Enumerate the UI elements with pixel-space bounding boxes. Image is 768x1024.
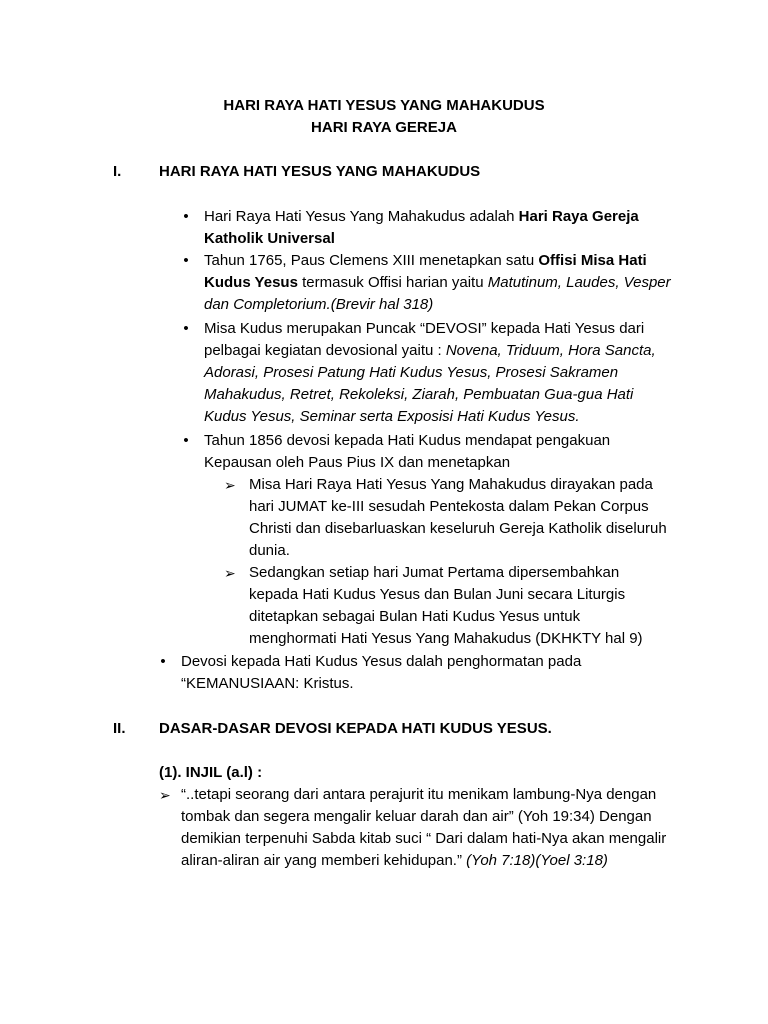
bullet-item-3: Misa Kudus merupakan Puncak “DEVOSI” kepada Hati Yesus dari pelbagai kegiatan devosional yaitu : Novena, Triduum, Hora Sancta, Adorasi, Prosesi Patung Hati Kudus Yesus, Prosesi Sakramen Mahakudus, Retret, Rekoleksi, Ziarah, Pembuatan Gua-gua Hati Kudus Yesus, Seminar serta Exposisi Hati Kudus Yesus. — [204, 320, 656, 425]
bullet-dot-icon: • — [183, 320, 189, 337]
sub-item-2: Sedangkan setiap hari Jumat Pertama dipersembahkan kepada Hati Kudus Yesus dan Bulan Juni secara Liturgis ditetapkan sebagai Bulan Hati Kudus Yesus untuk menghormati Hati Yesus Yang Mahakudus (DKHKTY hal 9) — [249, 564, 643, 647]
doc-title: HARI RAYA HATI YESUS YANG MAHAKUDUS — [223, 97, 545, 114]
section-1-title: HARI RAYA HATI YESUS YANG MAHAKUDUS — [159, 163, 481, 180]
sub-item-1: Misa Hari Raya Hati Yesus Yang Mahakudus dirayakan pada hari JUMAT ke-III sesudah Pentekosta dalam Pekan Corpus Christi dan disebarluaskan keseluruh Gereja Katholik diseluruh dunia. — [249, 476, 667, 559]
arrow-right-icon: ➢ — [224, 477, 236, 493]
arrow-right-icon: ➢ — [224, 565, 236, 581]
bullet-dot-icon: • — [183, 432, 189, 449]
subheading-injil: (1). INJIL (a.l) : — [159, 764, 263, 781]
section-2-number: II. — [113, 720, 126, 737]
arrow-right-icon: ➢ — [159, 787, 171, 803]
bullet-item-2: Tahun 1765, Paus Clemens XIII menetapkan satu Offisi Misa Hati Kudus Yesus termasuk Offisi harian yaitu Matutinum, Laudes, Vesper dan Completorium.(Brevir hal 318) — [204, 252, 671, 313]
bullet-dot-icon: • — [183, 208, 189, 225]
section-1-number: I. — [113, 163, 122, 180]
doc-subtitle: HARI RAYA GEREJA — [311, 119, 457, 136]
bullet-item-1: Hari Raya Hati Yesus Yang Mahakudus adalah Hari Raya Gereja Katholik Universal — [204, 208, 639, 247]
bullet-dot-icon: • — [160, 653, 166, 670]
bullet-item-5: Devosi kepada Hati Kudus Yesus dalah penghormatan pada “KEMANUSIAAN: Kristus. — [181, 653, 582, 692]
scripture-paragraph: “..tetapi seorang dari antara perajurit itu menikam lambung-Nya dengan tombak dan segera mengalir keluar darah dan air” (Yoh 19:34) Dengan demikian terpenuhi Sabda kitab suci “ Dari dalam hati-Nya akan mengalir aliran-aliran air yang memberi kehidupan.” (Yoh 7:18)(Yoel 3:18) — [181, 786, 667, 869]
section-2-title: DASAR-DASAR DEVOSI KEPADA HATI KUDUS YESUS. — [159, 720, 552, 737]
bullet-dot-icon: • — [183, 252, 189, 269]
bullet-item-4: Tahun 1856 devosi kepada Hati Kudus mendapat pengakuan Kepausan oleh Paus Pius IX dan menetapkan — [204, 432, 611, 471]
